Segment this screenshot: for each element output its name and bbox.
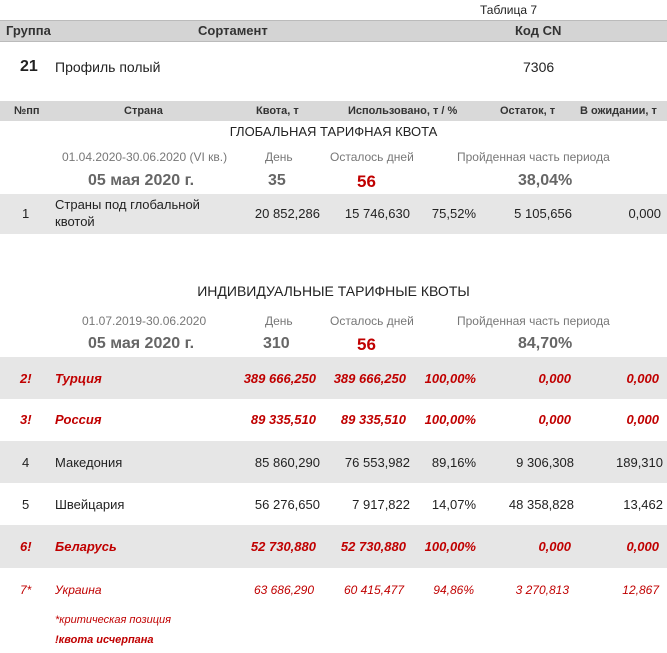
individual-period-passed-label: Пройденная часть периода	[457, 314, 610, 328]
global-date: 05 мая 2020 г.	[88, 172, 195, 189]
individual-days-left: 56	[357, 335, 376, 354]
col-rest: Остаток, т	[500, 105, 556, 117]
col-num: №пп	[14, 105, 40, 117]
table-row: 5 Швейцария 56 276,650 7 917,822 14,07% 48 358,828 13,462	[22, 497, 663, 512]
individual-date: 05 мая 2020 г.	[88, 335, 195, 352]
col-quota: Квота, т	[256, 105, 299, 117]
product-name: Профиль полый	[55, 59, 161, 75]
table-row: 1 Страны под глобальной квотой 20 852,286 15 746,630 75,52% 5 105,656 0,000	[0, 194, 667, 234]
table-row: 7* Украина 63 686,290 60 415,477 94,86% 3 270,813 12,867	[20, 583, 659, 597]
global-period-passed-label: Пройденная часть периода	[457, 150, 610, 164]
col-country: Страна	[124, 105, 163, 117]
global-days-left-label: Осталось дней	[330, 150, 414, 164]
table-label: Таблица 7	[480, 3, 538, 17]
individual-day: 310	[263, 335, 290, 352]
individual-period-passed: 84,70%	[518, 335, 573, 352]
global-period: 01.04.2020-30.06.2020 (VI кв.)	[62, 150, 228, 164]
header-bar	[0, 20, 667, 42]
individual-period: 01.07.2019-30.06.2020	[82, 314, 207, 328]
global-days-left: 56	[357, 172, 376, 191]
individual-day-label: День	[265, 314, 293, 328]
global-day: 35	[268, 172, 286, 189]
table-row: 2! Турция 389 666,250 389 666,250 100,00% 0,000 0,000	[0, 357, 667, 399]
individual-days-left-label: Осталось дней	[330, 314, 414, 328]
global-section-title: ГЛОБАЛЬНАЯ ТАРИФНАЯ КВОТА	[229, 124, 438, 139]
col-pending: В ожидании, т	[580, 105, 657, 117]
table-row: 4 Македония 85 860,290 76 553,982 89,16% 9 306,308 189,310	[0, 441, 667, 483]
note-critical: *критическая позиция	[55, 614, 171, 626]
table-row: 3! Россия 89 335,510 89 335,510 100,00% 0,000 0,000	[20, 412, 659, 427]
table-row: 6! Беларусь 52 730,880 52 730,880 100,00% 0,000 0,000	[0, 525, 667, 568]
header-assortment: Сортамент	[198, 23, 268, 38]
column-header-row	[0, 101, 667, 121]
global-day-label: День	[265, 150, 293, 164]
note-exhausted: !квота исчерпана	[55, 634, 154, 646]
col-used: Использовано, т / %	[348, 105, 458, 117]
global-period-passed: 38,04%	[518, 172, 573, 189]
header-cn-code: Код CN	[515, 23, 562, 38]
product-group: 21	[20, 58, 38, 75]
product-cn-code: 7306	[523, 59, 555, 75]
individual-section-title: ИНДИВИДУАЛЬНЫЕ ТАРИФНЫЕ КВОТЫ	[197, 283, 470, 299]
header-group: Группа	[6, 23, 51, 38]
